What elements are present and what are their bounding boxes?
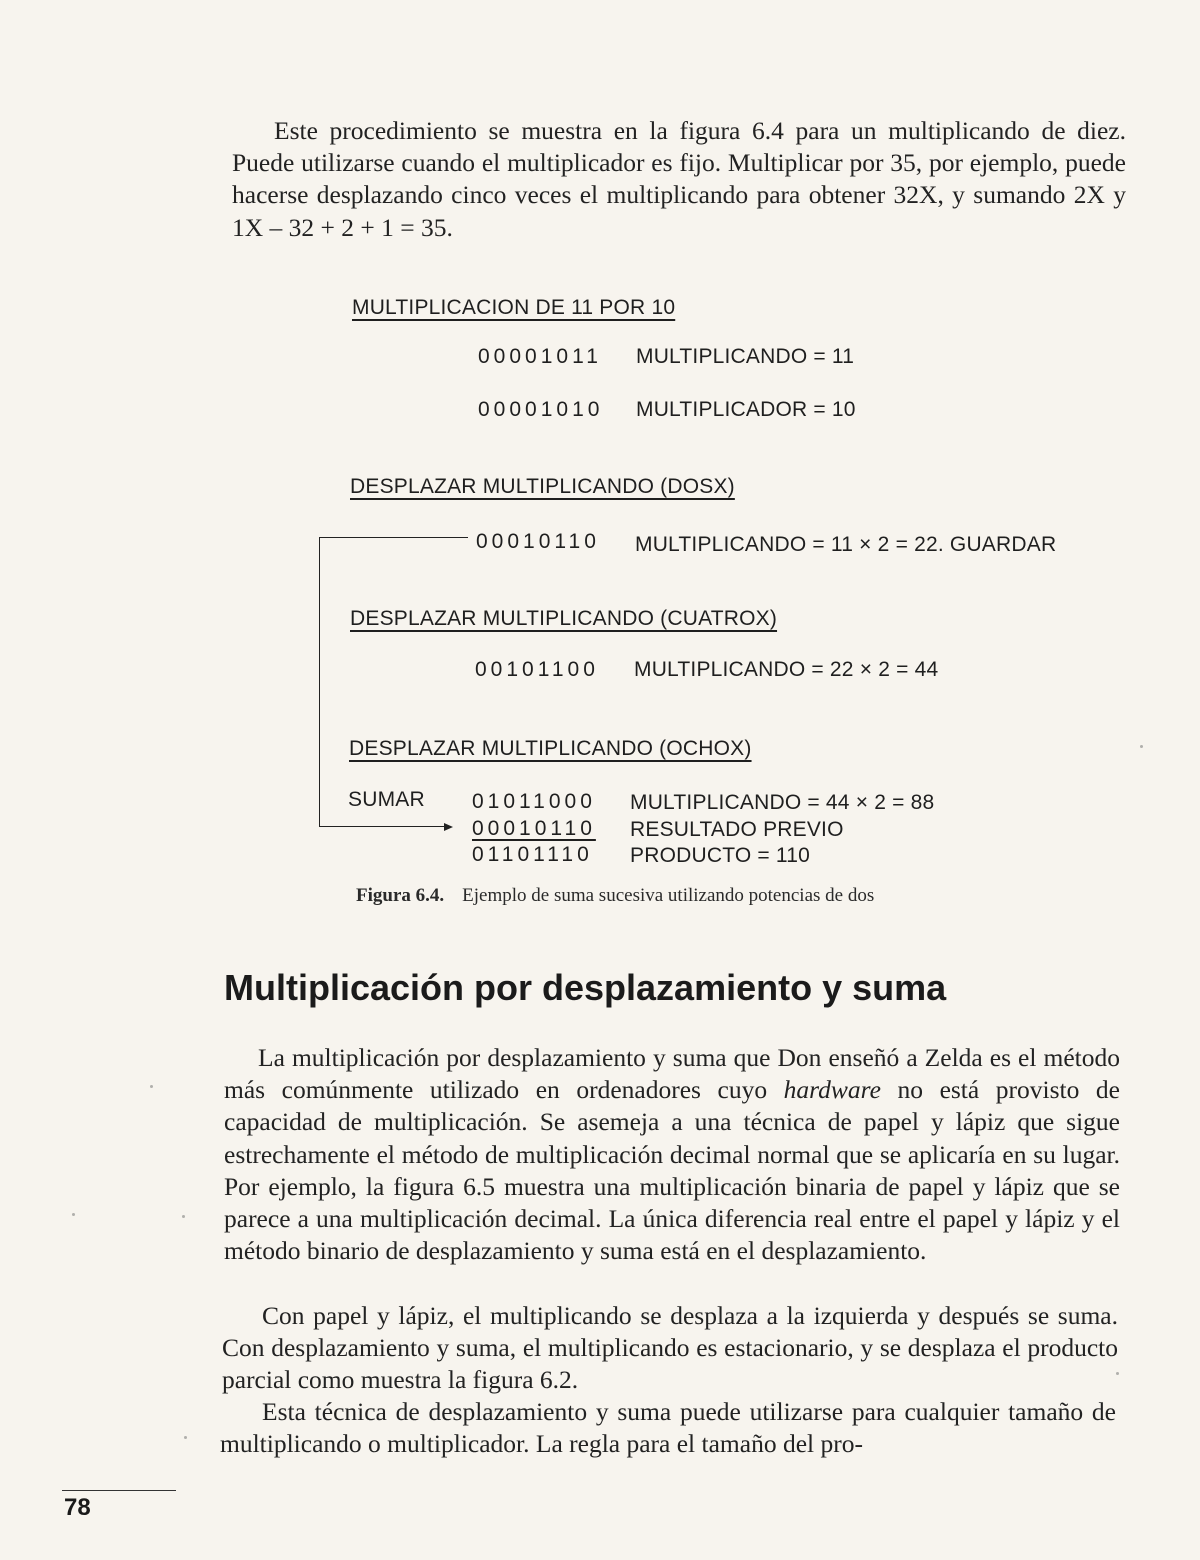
step-ochox-heading: DESPLAZAR MULTIPLICANDO (OCHOX): [349, 737, 752, 760]
save-bracket-vertical-line: [319, 537, 320, 827]
multiplier-bits: 00001010: [478, 398, 604, 421]
page-number: 78: [64, 1494, 91, 1521]
step-cuatrox-bits: 00101100: [475, 658, 599, 681]
multiplicand-label: MULTIPLICANDO = 11: [636, 345, 855, 368]
save-bracket-bottom-line: [320, 826, 444, 827]
previous-result-bits: 00010110: [472, 817, 596, 840]
product-label: PRODUCTO = 110: [630, 844, 810, 867]
save-bracket-top-line: [320, 537, 468, 538]
step-cuatrox-heading: DESPLAZAR MULTIPLICANDO (CUATROX): [350, 607, 778, 630]
sum-label: SUMAR: [348, 788, 425, 811]
paper-speck: [1116, 1372, 1119, 1375]
section-heading: Multiplicación por desplazamiento y suma: [224, 967, 947, 1008]
step-dosx-label: MULTIPLICANDO = 11 × 2 = 22. GUARDAR: [635, 533, 1057, 556]
step-dosx-bits: 00010110: [476, 530, 600, 553]
step-cuatrox-label: MULTIPLICANDO = 22 × 2 = 44: [634, 658, 939, 681]
caption-label: Figura 6.4.: [356, 885, 445, 906]
body-paragraph-1-text-b: no está provisto de capacidad de multiplicación. Se asemeja a una técnica de papel y lápiz que sigue estrechamente el método de multiplicación decimal normal que se aplicaría en su lugar. Por ejemplo, la figura 6.5 muestra una multiplicación binaria de papel y lápiz que se parece a una multiplicación decimal. La única diferencia real entre el papel y lápiz y el método binario de desplazamiento y suma está en el desplazamiento.: [224, 1075, 1120, 1266]
paper-speck: [72, 1213, 75, 1216]
step-dosx-heading: DESPLAZAR MULTIPLICANDO (DOSX): [350, 475, 735, 498]
intro-paragraph: Este procedimiento se muestra en la figura 6.4 para un multiplicando de diez. Puede utilizarse cuando el multiplicador es fijo. Multiplicar por 35, por ejemplo, puede hacerse desplazando cinco veces el multiplicando para obtener 32X, y sumando 2X y 1X – 32 + 2 + 1 = 35.: [232, 116, 1126, 242]
body-paragraph-1: [224, 1042, 1120, 1267]
paper-speck: [1140, 745, 1143, 748]
step-ochox-bits: 01011000: [472, 790, 596, 813]
previous-result-label: RESULTADO PREVIO: [630, 818, 844, 841]
figure-title: MULTIPLICACION DE 11 POR 10: [352, 296, 676, 319]
arrowhead-icon: [444, 823, 453, 831]
body-paragraph-2: Con papel y lápiz, el multiplicando se desplaza a la izquierda y después se suma. Con desplazamiento y suma, el multiplicando es estacionario, y se desplaza el producto parcial como muestra la figura 6.2.: [222, 1301, 1118, 1395]
body-paragraph-1-text-a: La multiplicación por desplazamiento y suma que Don enseñó a Zelda es el método más comúnmente utilizado en ordenadores cuyo: [224, 1043, 1120, 1105]
footer-rule: [62, 1490, 176, 1491]
paper-speck: [184, 1436, 187, 1439]
body-paragraph-3: Esta técnica de desplazamiento y suma puede utilizarse para cualquier tamaño de multiplicando o multiplicador. La regla para el tamaño del pro-: [220, 1397, 1116, 1459]
multiplicand-bits: 00001011: [478, 345, 602, 368]
hardware-italic: hardware: [783, 1075, 881, 1105]
multiplier-label: MULTIPLICADOR = 10: [636, 398, 856, 421]
paper-speck: [182, 1215, 185, 1218]
caption-text: Ejemplo de suma sucesiva utilizando potencias de dos: [462, 885, 875, 906]
figure-caption: [356, 884, 874, 908]
step-ochox-label: MULTIPLICANDO = 44 × 2 = 88: [630, 791, 935, 814]
product-bits: 01101110: [472, 843, 593, 866]
paper-speck: [150, 1085, 153, 1088]
